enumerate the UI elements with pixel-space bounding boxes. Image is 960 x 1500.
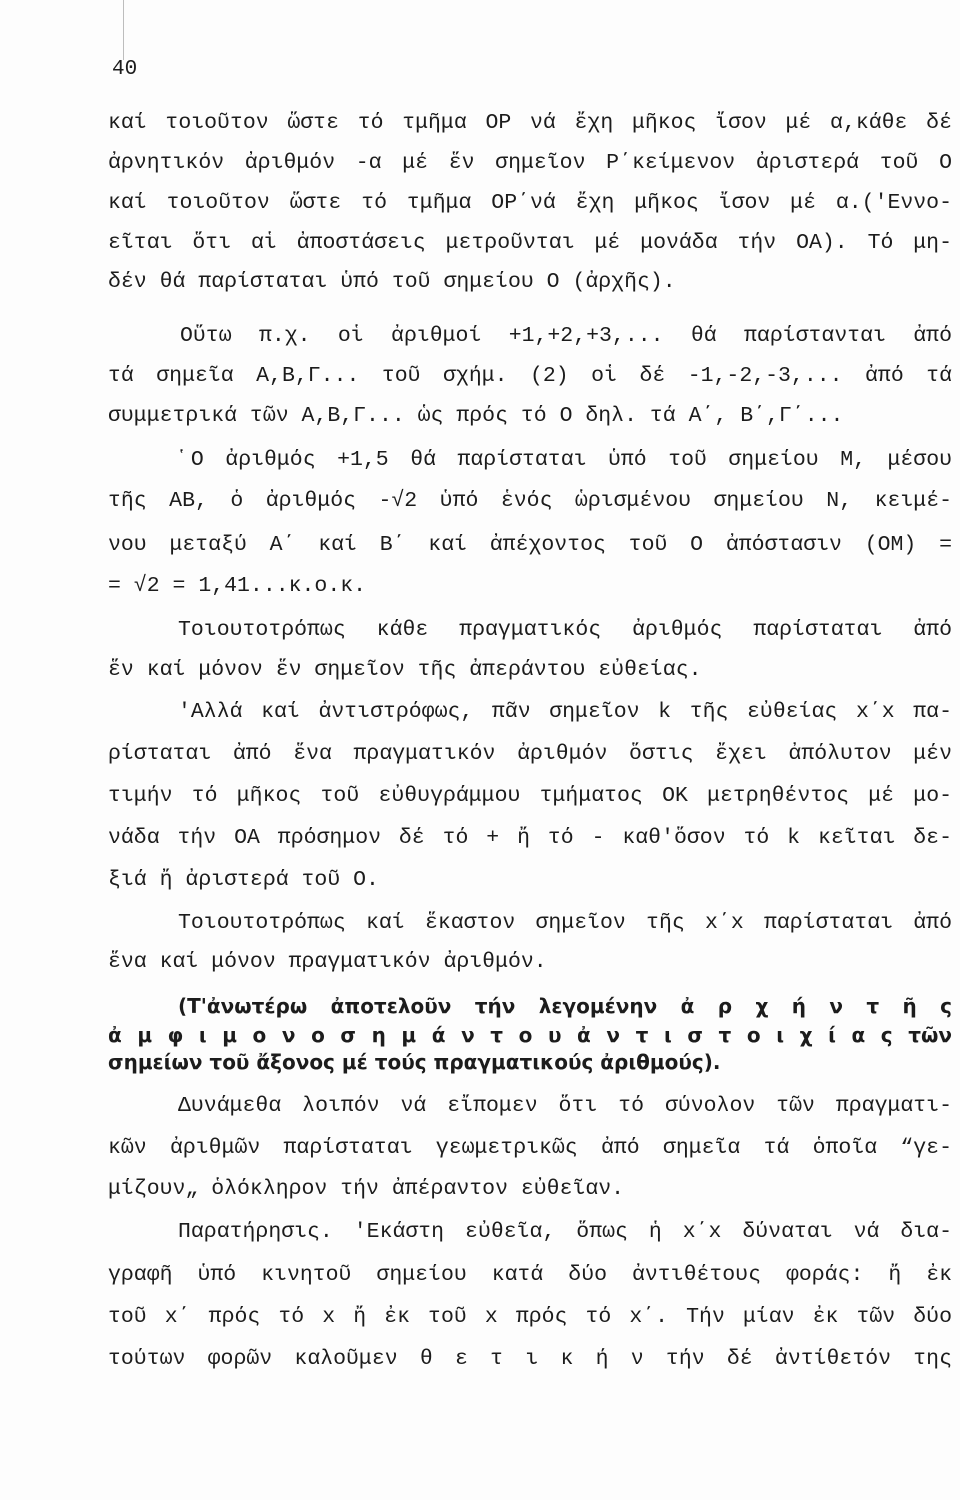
paragraph-start-line: Τοιουτοτρόπως κάθε πραγματικός ἀριθμός παρίσταται ἀπό <box>178 618 952 642</box>
page-number: 40 <box>112 58 138 81</box>
emphasis-line: σημείων τοῦ ἄξονος μέ τούς πραγματικούς ἀριθμούς). <box>108 1050 721 1074</box>
text-line: εῖται ὅτι αἱ ἀποστάσεις μετροῦνται μέ μονάδα τήν OA). Τό μη- <box>108 231 952 255</box>
paragraph-start-line: ῾O ἀριθμός +1,5 θά παρίσταται ὑπό τοῦ σημείου M, μέσου <box>178 448 952 472</box>
text-line: τούτων φορῶν καλοῦμεν θ ε τ ι κ ή ν τήν δέ ἀντίθετόν της <box>108 1347 952 1371</box>
emphasis-line: (Τ'ἀνωτέρω ἀποτελοῦν τήν λεγομένην ἀ ρ χ ή ν τ ῆ ς <box>178 994 952 1018</box>
text-line: ἀρνητικόν ἀριθμόν -α μέ ἕν σημεῖον P΄κείμενον ἀριστερά τοῦ O <box>108 151 952 175</box>
paragraph-start-line: Δυνάμεθα λοιπόν νά εἴπομεν ὅτι τό σύνολον τῶν πραγματι- <box>178 1094 952 1118</box>
text-line: μίζουν„ ὁλόκληρον τήν ἀπέραντον εὐθεῖαν. <box>108 1177 625 1201</box>
paragraph-start-line: Οὕτω π.χ. οἱ ἀριθμοί +1,+2,+3,... θά παρίστανται ἀπό <box>180 324 952 348</box>
text-line: ἕν καί μόνον ἕν σημεῖον τῆς ἀπεράντου εὐθείας. <box>108 658 702 682</box>
text-line: = √2 = 1,41...κ.ο.κ. <box>108 574 367 598</box>
text-line: ρίσταται ἀπό ἕνα πραγματικόν ἀριθμόν ὅστις ἔχει ἀπόλυτον μέν <box>108 742 952 766</box>
text-line: ἕνα καί μόνον πραγματικόν ἀριθμόν. <box>108 950 547 974</box>
text-line: νάδα τήν OA πρόσημον δέ τό + ἤ τό - καθ'ὅσον τό k κεῖται δε- <box>108 826 952 850</box>
text-line: ξιά ἤ ἀριστερά τοῦ O. <box>108 868 379 892</box>
text-line: τῆς AB, ὁ ἀριθμός -√2 ὑπό ἑνός ὡρισμένου σημείου N, κειμέ- <box>108 489 952 513</box>
text-line: τά σημεῖα A,B,Γ... τοῦ σχήμ. (2) οἱ δέ -1,-2,-3,... ἀπό τά <box>108 364 952 388</box>
text-line: γραφῆ ὑπό κινητοῦ σημείου κατά δύο ἀντιθέτους φοράς: ἤ ἐκ <box>108 1263 952 1287</box>
paragraph-start-line: Τοιουτοτρόπως καί ἕκαστον σημεῖον τῆς x΄x παρίσταται ἀπό <box>178 911 952 935</box>
emphasis-line: ἀ μ φ ι μ ο ν ο σ η μ ά ν τ ο υ ἀ ν τ ι σ τ ο ι χ ί α ς τῶν <box>108 1023 952 1047</box>
scan-margin-mark <box>123 0 124 60</box>
text-line: τοῦ x΄ πρός τό x ἤ ἐκ τοῦ x πρός τό x΄. Τήν μίαν ἐκ τῶν δύο <box>108 1305 952 1329</box>
text-line: καί τοιοῦτον ὥστε τό τμῆμα OP νά ἔχη μῆκος ἴσον μέ α,κάθε δέ <box>108 111 952 135</box>
remark-line: Παρατήρησις. 'Εκάστη εὐθεῖα, ὅπως ἡ x΄x δύναται νά δια- <box>178 1220 952 1244</box>
text-line: νου μεταξύ A΄ καί B΄ καί ἀπέχοντος τοῦ O ἀπόστασιν (OM) = <box>108 533 952 557</box>
text-line: δέν θά παρίσταται ὑπό τοῦ σημείου O (ἀρχῆς). <box>108 270 676 294</box>
text-line: κῶν ἀριθμῶν παρίσταται γεωμετρικῶς ἀπό σημεῖα τά ὁποῖα “γε- <box>108 1136 952 1160</box>
text-line: τιμήν τό μῆκος τοῦ εὐθυγράμμου τμήματος OK μετρηθέντος μέ μο- <box>108 784 952 808</box>
text-line: συμμετρικά τῶν A,B,Γ... ὡς πρός τό O δηλ. τά A΄, B΄,Γ΄... <box>108 404 844 428</box>
text-line: καί τοιοῦτον ὥστε τό τμῆμα OP΄νά ἔχη μῆκος ἴσον μέ α.('Εννο- <box>108 191 952 215</box>
paragraph-start-line: 'Αλλά καί ἀντιστρόφως, πᾶν σημεῖον k τῆς εὐθείας x΄x πα- <box>178 700 952 724</box>
